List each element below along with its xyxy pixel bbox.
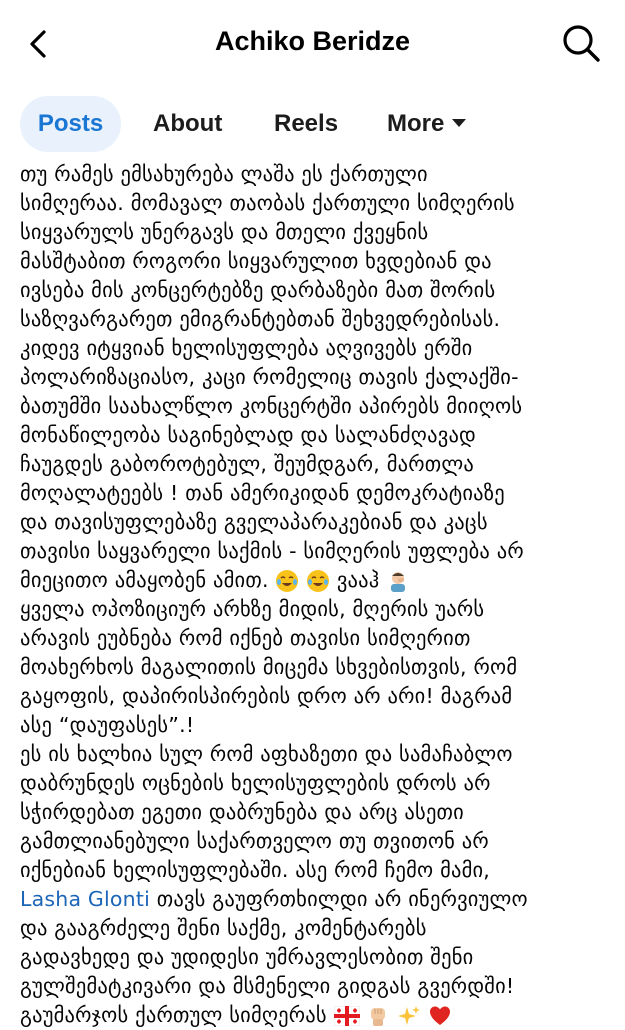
page-title: Achiko Beridze	[214, 26, 411, 56]
mention-link[interactable]: Lasha Glonti	[20, 887, 150, 911]
caret-down-icon	[452, 119, 466, 127]
post-line: მასშტაბით როგორი სიყვარულით ხვდებიან და	[20, 249, 492, 273]
tab-posts-label: Posts	[37, 110, 104, 137]
post-line: ჩაუგდეს გაბოროტებულ, შეუმდგარ, მართლა	[20, 452, 474, 476]
georgian-flag-icon	[334, 1006, 360, 1026]
post-line-mention	[20, 885, 620, 914]
post-line: თუ რამეს ემსახურება ლაშა ეს ქართული	[20, 162, 428, 186]
red-heart-icon	[428, 1004, 452, 1028]
tab-more[interactable]	[387, 96, 466, 152]
tab-about-label: About	[153, 110, 223, 137]
post-line: ივსება მის კონცერტებზე დარბაზები მათ შორის	[20, 278, 496, 302]
post-line: მოღალატეებს ! თან ამერიკიდან დემოკრატიაზე	[20, 481, 505, 505]
fist-emoji-icon	[366, 1004, 390, 1028]
facepalm-emoji-icon	[386, 569, 410, 593]
post-line: და გააგრძელე შენი საქმე, კომენტარებს	[20, 916, 427, 940]
tab-about[interactable]	[153, 96, 222, 152]
post-line: სჭირდებათ ეგეთი დაბრუნება და არც ასეთი	[20, 800, 464, 824]
post-line: არავის ეუბნება რომ იქნებ თავისი სიმღერით	[20, 626, 471, 650]
tab-more-label: More	[387, 110, 445, 137]
post-line-emoji	[20, 566, 620, 595]
post-line-emoji	[20, 1001, 620, 1030]
post-text	[20, 160, 620, 1030]
post-line-text: მიეცითო ამაყობენ ამით.	[20, 568, 269, 592]
post-line-text: გაუმარჯოს ქართულ სიმღერას	[20, 1003, 327, 1027]
tab-reels[interactable]	[274, 96, 338, 152]
post-line-text: თავს გაუფრთხილდი არ ინერვიულო	[156, 887, 528, 911]
post-line: გაყოფის, დაპირისპირების დრო არ არი! მაგრამ	[20, 684, 513, 708]
post-line: იქნებიან ხელისუფლებაში. ასე რომ ჩემო მამი,	[20, 858, 491, 882]
post-line: ბათუმში საახალწლო კონცერტში აპირებს მიიღოს	[20, 394, 523, 418]
post-line: ეს ის ხალხია სულ რომ აფხაზეთი და სამაჩაბლო	[20, 742, 513, 766]
post-line: და თავისუფლებაზე გველაპარაკებიან და კაცს	[20, 510, 488, 534]
profile-tabs	[0, 96, 625, 152]
laughing-emoji-icon	[306, 569, 330, 593]
post-line: გამთლიანებული საქართველო თუ თვითონ არ	[20, 829, 489, 853]
post-line: გულშემატკივარი და მსმენელი გიდგას გვერდში!	[20, 974, 515, 998]
top-bar	[0, 0, 625, 86]
post-line: დაბრუნდეს ოცნების ხელისუფლების დროს არ	[20, 771, 491, 795]
post-line: პოლარიზაციასო, კაცი რომელიც თავის ქალაქში-	[20, 365, 519, 389]
post-line: მონაწილეობა საგინებლად და სალანძღავად	[20, 423, 477, 447]
tab-reels-label: Reels	[274, 110, 339, 137]
post-line: გადავხედე და უდიდესი უმრავლესობით შენი	[20, 945, 474, 969]
post-line: კიდევ იტყვიან ხელისუფლება აღვივებს ერში	[20, 336, 473, 360]
post-line-text: ვააჰ	[336, 568, 380, 592]
post-line: თავისი საყვარელი საქმის - სიმღერის უფლება არ	[20, 539, 524, 563]
post-line: სიმღერაა. მომავალ თაობას ქართული სიმღერის	[20, 191, 515, 215]
search-icon[interactable]	[560, 22, 602, 64]
post-line: ასე “დაუფასეს”.!	[20, 713, 195, 737]
post-line: საზღვარგარეთ ემიგრანტებთან შეხვედრებისას.	[20, 307, 501, 331]
tab-posts[interactable]	[20, 96, 121, 152]
post-line: ყველა ოპოზიციურ არხზე მიდის, მღერის უარს	[20, 597, 485, 621]
post-line: მოახერხოს მაგალითის მიცემა სხვებისთვის, რომ	[20, 655, 518, 679]
post-line: სიყვარულს უნერგავს და მთელი ქვეყნის	[20, 220, 429, 244]
laughing-emoji-icon	[275, 569, 299, 593]
sparkles-icon	[397, 1004, 421, 1028]
